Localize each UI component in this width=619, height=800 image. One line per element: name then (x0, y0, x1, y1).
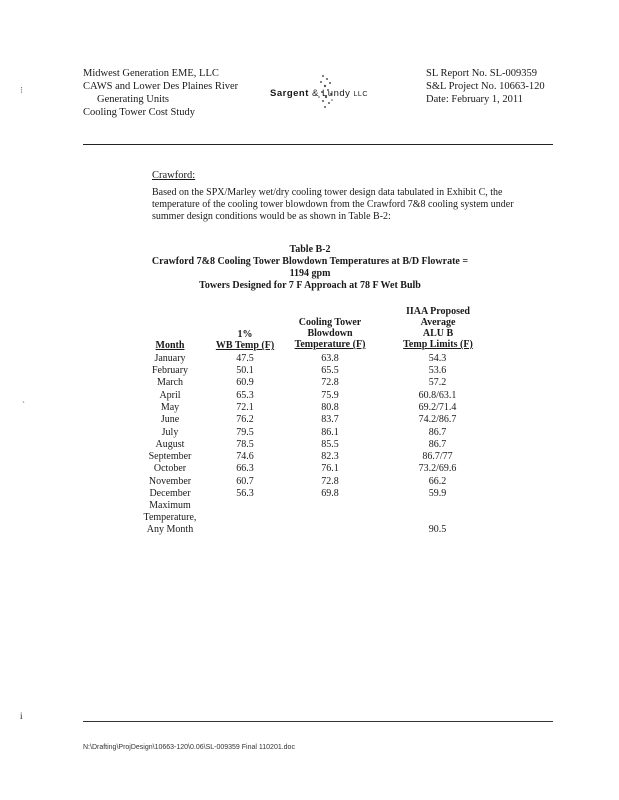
header-project: CAWS and Lower Des Plaines River (83, 81, 239, 92)
cell-wb-temp: 74.6 (236, 451, 254, 462)
cell-wb-temp: 76.2 (236, 414, 254, 425)
header-study: Cooling Tower Cost Study (83, 107, 195, 118)
cell-month: October (153, 463, 187, 474)
column-header-blowdown-temp: Cooling Tower Blowdown Temperature (F) (294, 317, 366, 350)
cell-month: June (160, 414, 180, 425)
footer-margin-tick: i (20, 711, 23, 721)
column-header-wb-temp: 1% WB Temp (F) (215, 329, 275, 351)
cell-blowdown-temp: 65.5 (321, 365, 339, 376)
cell-alu-limit: 60.8/63.1 (418, 390, 457, 401)
cell-month: December (149, 488, 191, 499)
cell-wb-temp: 47.5 (236, 353, 254, 364)
cell-month: November (148, 476, 192, 487)
cell-alu-limit: 86.7/77 (422, 451, 453, 462)
cell-wb-temp: 65.3 (236, 390, 254, 401)
footer-file-path: N:\Drafting\ProjDesign\10663-120\0.06\SL-009359 Final 110201.doc (83, 744, 295, 751)
cell-blowdown-temp: 83.7 (321, 414, 339, 425)
cell-wb-temp: 72.1 (236, 402, 254, 413)
cell-alu-limit: 54.3 (428, 353, 447, 364)
cell-blowdown-temp: 72.8 (321, 377, 339, 388)
project-number: S&L Project No. 10663-120 (426, 81, 545, 92)
cell-blowdown-temp: 85.5 (321, 439, 339, 450)
cell-alu-limit: 59.9 (428, 488, 447, 499)
table-caption-line: Towers Designed for 7 F Approach at 78 F Wet Bulb (199, 280, 421, 291)
cell-alu-limit: 86.7 (428, 427, 447, 438)
footer-divider (83, 721, 553, 722)
cell-month: March (156, 377, 184, 388)
cell-alu-limit: 74.2/86.7 (418, 414, 457, 425)
cell-alu-limit: 53.6 (428, 365, 447, 376)
table-caption-line: Table B-2 (289, 244, 331, 255)
header-left-block (83, 67, 238, 119)
table-caption-line: Crawford 7&8 Cooling Tower Blowdown Temperatures at B/D Flowrate = (151, 256, 469, 267)
margin-mark: ` (22, 400, 25, 410)
logo-text-suffix: LLC (353, 91, 368, 98)
cell-alu-limit: 57.2 (428, 377, 447, 388)
cell-blowdown-temp: 69.8 (321, 488, 339, 499)
cell-month: August (155, 439, 185, 450)
cell-month: January (154, 353, 186, 364)
cell-blowdown-temp: 72.8 (321, 476, 339, 487)
cell-blowdown-temp: 80.8 (321, 402, 339, 413)
cell-alu-limit: 73.2/69.6 (418, 463, 457, 474)
cell-blowdown-temp: 82.3 (321, 451, 339, 462)
header-units: Generating Units (97, 94, 170, 105)
header-company: Midwest Generation EME, LLC (83, 68, 219, 79)
cell-max-temp: 90.5 (428, 524, 447, 535)
cell-wb-temp: 78.5 (236, 439, 254, 450)
table-caption-line: 1194 gpm (289, 268, 331, 279)
logo-text-lundy: Lundy (322, 88, 351, 99)
logo-text-ampersand: & (312, 88, 319, 99)
logo-text-sargent: Sargent (270, 88, 309, 99)
header-right-block (426, 67, 545, 106)
cell-month: September (148, 451, 192, 462)
cell-blowdown-temp: 63.8 (321, 353, 339, 364)
report-date: Date: February 1, 2011 (426, 94, 524, 105)
cell-blowdown-temp: 75.9 (321, 390, 339, 401)
max-temp-label: Maximum Temperature, Any Month (143, 500, 197, 535)
column-header-month: Month (155, 340, 185, 351)
cell-wb-temp: 60.9 (236, 377, 254, 388)
cell-alu-limit: 69.2/71.4 (418, 402, 457, 413)
header-divider (83, 144, 553, 145)
cell-month: July (161, 427, 179, 438)
cell-blowdown-temp: 76.1 (321, 463, 339, 474)
intro-paragraph: Based on the SPX/Marley wet/dry cooling tower design data tabulated in Exhibit C, the temperature of the cooling tower blowdown from the Crawford 7&8 cooling system under summer design conditions would be as shown in Table B-2: (152, 187, 514, 222)
cell-month: February (151, 365, 189, 376)
column-header-alu-limits: IIAA Proposed Average ALU B Temp Limits (F) (403, 306, 473, 350)
section-title: Crawford: (152, 170, 196, 181)
cell-wb-temp: 50.1 (236, 365, 254, 376)
cell-wb-temp: 66.3 (236, 463, 254, 474)
cell-alu-limit: 66.2 (428, 476, 447, 487)
margin-mark: ⁝ (20, 85, 23, 95)
report-number: SL Report No. SL-009359 (426, 68, 538, 79)
cell-wb-temp: 60.7 (236, 476, 254, 487)
cell-alu-limit: 86.7 (428, 439, 447, 450)
cell-wb-temp: 79.5 (236, 427, 254, 438)
cell-month: April (159, 390, 181, 401)
logo-text (270, 88, 368, 99)
cell-month: May (160, 402, 180, 413)
table-caption (140, 244, 480, 292)
cell-wb-temp: 56.3 (236, 488, 254, 499)
cell-blowdown-temp: 86.1 (321, 427, 339, 438)
